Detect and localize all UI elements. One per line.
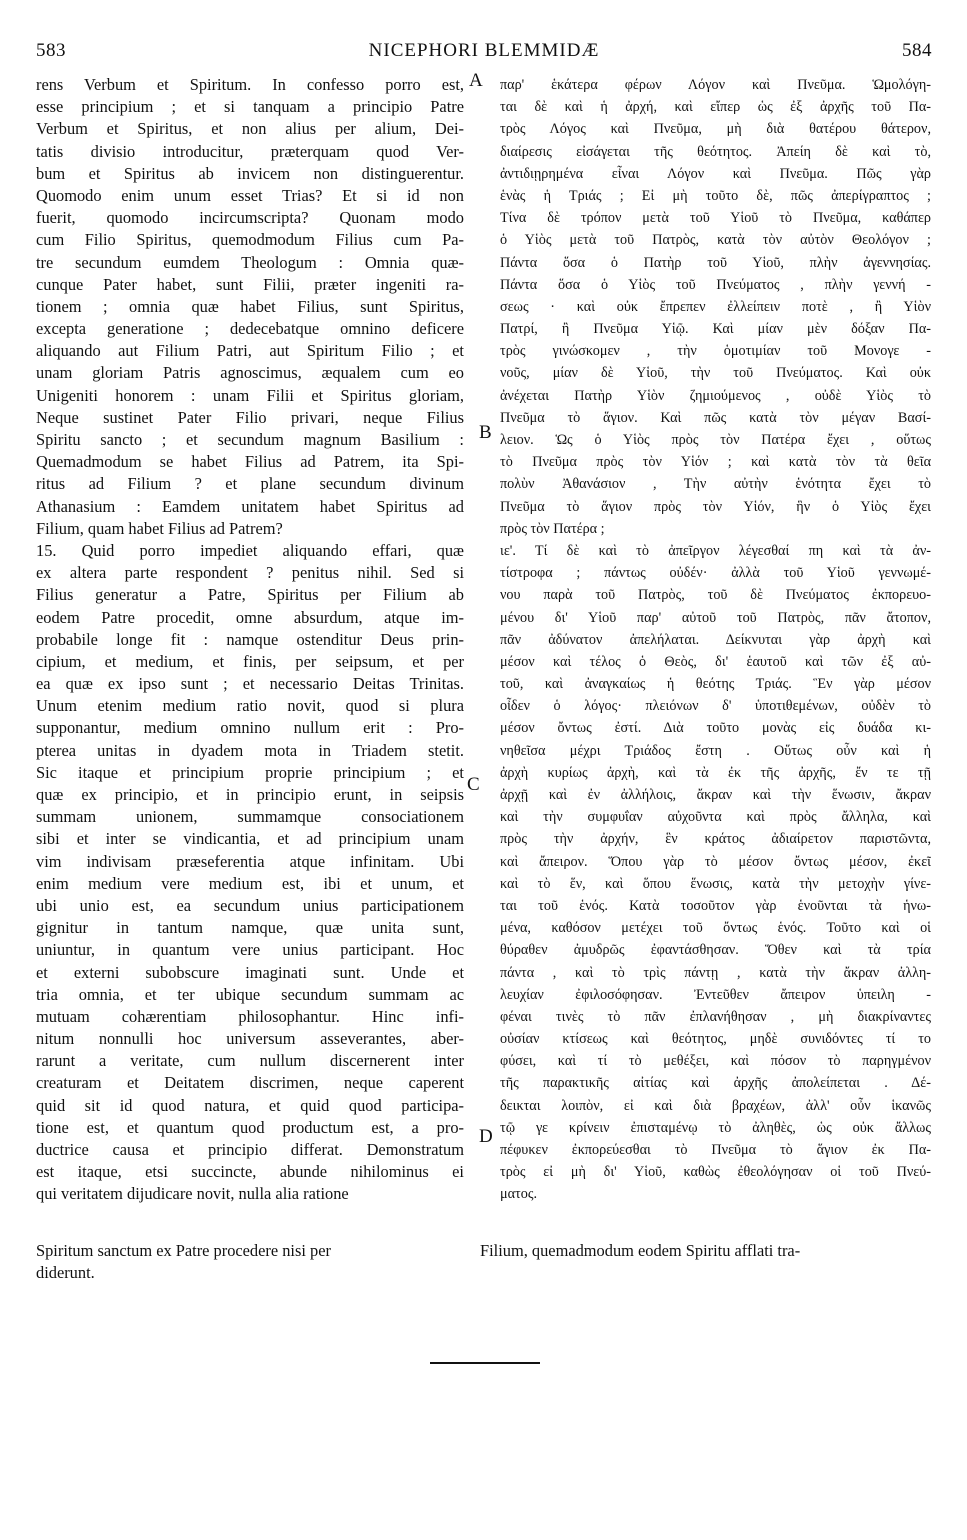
greek-line: ματος. [500,1186,537,1203]
greek-line: θύραθεν ἀμυδρῶς ἐφαντάσθησαν. Ὅθεν καὶ τὰ τρία [500,942,931,959]
latin-line: gignitur in tantum namque, quæ unita sunt, [36,918,464,938]
greek-line: τρὸς εἰ μὴ δι' Υἱοῦ, καθὼς ἐθεολόγησαν οἱ τοῦ Πνεύ- [500,1164,931,1181]
greek-line: καὶ τὸ ἕν, καὶ ὅπου ἕνωσις, κατὰ τὴν μετοχὴν γίνε- [500,875,931,892]
greek-line: τῷ γε κρίνειν ἐπισταμένῳ τὸ ἀληθὲς, ὡς οὐκ ἄλλως [500,1119,931,1136]
greek-line: Τίνα δὲ τρόπον μετὰ τοῦ Υἱοῦ τὸ Πνεῦμα, καθάπερ [500,210,931,227]
greek-line: λειον. Ὡς ὁ Υἱὸς πρὸς τὸν Πατέρα ἔχει , οὕτως [500,432,931,448]
greek-line: νου παρὰ τοῦ Πατρὸς, τοῦ δὲ Πνεύματος ἐκπορευο- [500,587,931,604]
greek-line: τοῦ, καὶ ἀναγκαίως ἡ θεότης Τριάς. Ἓν γὰρ μέσον [500,676,931,693]
latin-line: vim indivisam præseferentia atque infinitam. Ubi [36,851,464,871]
latin-line: tre secundum eumdem Theologum : Omnia quæ- [36,252,464,272]
latin-tail-line: Spiritum sanctum ex Patre procedere nisi per [36,1241,331,1260]
latin-line: tria omnia, et ter ubique secundum summam ac [36,984,464,1004]
latin-line: ductrice causa et principio differat. Demonstratum [36,1140,464,1159]
latin-line: Spiritu sancto ; et secundum magnum Basilium : [36,430,464,449]
latin-line: mutuam cohærentiam philosophantur. Hinc infi- [36,1006,464,1026]
latin-line: bum et Spiritus ab invicem non distinguerentur. [36,163,464,183]
latin-line: Quemadmodum se habet Filius ad Patrem, ita Spi- [36,452,464,472]
greek-line: μέσον καὶ τέλος ὁ Θεὸς, δι' ἑαυτοῦ καὶ τῶν ἐξ αὐ- [500,653,931,670]
page-number-left: 583 [36,40,66,61]
latin-line: 15. Quid porro impediet aliquando effari, quæ [36,540,464,560]
greek-line: ἑνὰς ἡ Τριάς ; Εἰ μὴ τοῦτο δὲ, πῶς ἀπερίγραπτος ; [500,187,931,204]
greek-line: μέσον ὄντως ἐστί. Διὰ τοῦτο μονὰς εἰς δυάδα κι- [500,720,931,737]
latin-column [36,74,464,1206]
greek-line: ἀρχὴ κυρίως ἀρχὴ, καὶ τὰ ἐκ τῆς ἀρχῆς, ἔν τε τῇ [500,764,931,781]
latin-line: ubi unio est, ea secundum unius participationem [36,895,464,915]
latin-line: ex altera parte respondent ? penitus nihil. Sed si [36,563,464,583]
latin-line: esse principium ; et si tanquam a principio Patre [36,97,464,117]
latin-line: ritus ad Filium ? et plane secundum divinum [36,474,464,494]
greek-line: Πατρί, ἢ Πνεῦμα Υἱῷ. Καὶ μίαν μὲν δόξαν Πα- [500,321,931,338]
margin-letter-c: C [467,774,480,795]
latin-line: tatis divisio introducitur, præterquam quod Ver- [36,141,464,161]
greek-line: τρὸς γινώσκομεν , τὴν ὁμοτιμίαν τοῦ Μονογε - [500,343,931,360]
latin-tail-line: diderunt. [36,1263,95,1283]
greek-line: πάντα , καὶ τὸ τρὶς πάντῃ , κατὰ τὴν ἄκραν ἀλλη- [500,964,931,981]
latin-line: est itaque, etsi succincte, abunde nihilominus ei [36,1162,464,1182]
latin-line: Neque sustinet Pater Filio privari, neque Filius [36,407,464,427]
greek-line: πᾶν ἀδύνατον ἀπελήλαται. Δείκνυται γὰρ ἀρχὴ καὶ [500,631,931,648]
greek-line: ται τοῦ ἑνός. Κατὰ τοσοῦτον γὰρ ἑνοῦνται τὰ ἡνω- [500,897,931,914]
greek-line: ἀνέχεται Πατὴρ Υἱὸν ζημιούμενος , οὐδὲ Υἱὸς τὸ [500,387,931,404]
latin-line: fuerit, quomodo incircumscripta? Quonam modo [36,208,464,228]
latin-line: Quomodo enim unum esset Trias? Et si id non [36,185,464,205]
latin-line: unam gloriam Patris agnoscimus, æqualem cum eo [36,363,464,383]
latin-line: Unigeniti honorem : unam Filii et Spiritus gloriam, [36,385,464,405]
latin-line: Verbum et Spiritus, et non alius per alium, Dei- [36,119,464,139]
greek-line: διαίρεσις εἰσάγεται τῆς θεότητος. Ἀπείη δὲ καὶ τὸ, [500,143,931,160]
greek-line: τὸ Πνεῦμα πρὸς τὸν Υἱόν ; καὶ κατὰ τὸν τὰ θεῖα [500,454,931,471]
greek-line: παρ' ἑκάτερα φέρων Λόγον καὶ Πνεῦμα. Ὡμολόγη- [500,77,931,93]
greek-line: οἶδεν ὁ λόγος· πλειόνων δ' ὑποτιθεμένων, οὐδὲν τὸ [500,698,931,715]
latin-line: cum Filio Spiritus, quemodmodum Filius cum Pa- [36,230,464,250]
latin-line: Sic itaque et principium proprie principium ; et [36,762,464,782]
greek-line: λευχίαν ἐφιλοσόφησαν. Ἐντεῦθεν ἄπειρον ὑπειλη - [500,986,931,1003]
page-header [36,40,932,66]
latin-line: supponantur, medium omnino nullum erit : Pro- [36,718,464,738]
running-title: NICEPHORI BLEMMIDÆ [368,40,600,61]
latin-line: summam unionem, summamque consociationem [36,807,464,827]
greek-line: μένου δι' Υἱοῦ παρ' αὐτοῦ τοῦ Πατρὸς, πᾶν ἄτοπον, [500,609,931,626]
greek-column [500,74,931,1206]
latin-line: aliquando aut Filium Patri, aut Spiritum Filio ; et [36,341,464,361]
greek-line: τρὸς Λόγος καὶ Πνεῦμα, μὴ διὰ θατέρου θάτερον, [500,121,931,138]
margin-letter-d: D [479,1126,493,1147]
greek-tail-line: Filium, quemadmodum eodem Spiritu afflati tra- [480,1241,801,1260]
latin-line: enim medium vere medium est, ibi et unum, et [36,873,464,893]
greek-line: τίστροφα ; πάντως οὐδέν· ἀλλὰ τοῦ Υἱοῦ γεννωμέ- [500,565,931,582]
latin-line: ea quæ ex ipso sunt ; et necessario Deitas Trinitas. [36,674,464,694]
latin-line: qui veritatem dijudicare novit, nulla alia ratione [36,1184,349,1204]
greek-line: φύσει, καὶ τί τὸ μεθέξει, καὶ πόσον τὸ παρηγμένον [500,1053,931,1070]
greek-line: μένα, καθόσον μετέχει τοῦ ὄντως ἑνός. Τοῦτο καὶ οἱ [500,920,931,937]
greek-line: ιε'. Τί δὲ καὶ τὸ ἀπεῖργον λέγεσθαί πη καὶ τὰ ἀν- [500,542,931,559]
greek-line: δεικται λοιπὸν, εἰ καὶ διὰ βραχέων, ἀλλ' οὖν ἱκανῶς [500,1097,931,1114]
greek-line: πέφυκεν ἐκπορεύεσθαι τὸ Πνεῦμα τὸ ἅγιον ἐκ Πα- [500,1142,931,1158]
greek-line: ται δὲ καὶ ἡ ἀρχή, καὶ εἴπερ ὡς ἐξ ἀρχῆς τοῦ Πα- [500,99,931,116]
page-number-right: 584 [902,40,932,61]
margin-letter-b: B [479,422,492,443]
greek-line: Πνεῦμα τὸ ἅγιον πρὸς τὸν Υἱόν, ἣν ὁ Υἱὸς ἔχει [500,498,931,515]
greek-line: ὁ Υἱὸς μετὰ τοῦ Πατρὸς, κατὰ τὸν αὐτὸν Θεολόγον ; [500,232,931,249]
latin-line: creaturam et Deitatem discrimen, neque caperent [36,1073,464,1093]
greek-line: καὶ ἄπειρον. Ὅπου γὰρ τὸ μέσον ὄντως μέσον, ἐκεῖ [500,853,931,870]
latin-line: Filius generatur a Patre, Spiritus per Filium ab [36,585,464,605]
latin-line: Athanasium : Eamdem unitatem habet Spiritus ad [36,496,464,516]
latin-line: eodem Patre procedit, omne absurdum, atque im- [36,607,464,627]
greek-line: καὶ τὴν συμφυΐαν αὐχοῦντα καὶ πρὸς ἄλληλα, καὶ [500,809,931,826]
latin-line: nitum nonnulli hoc universum asseverantes, aber- [36,1029,464,1049]
latin-line: probabile longe fit : namque ostenditur Deus prin- [36,629,464,649]
greek-line: πρὸς τὴν ἀρχήν, ἓν κράτος ἀδιαίρετον παριστῶντα, [500,831,931,848]
latin-line: Filium, quam habet Filius ad Patrem? [36,518,283,538]
latin-tail [36,1240,331,1284]
greek-line: σεως · καὶ οὐκ ἔπρεπεν ἐλλείπειν ποτὲ , ἢ Υἱὸν [500,298,931,315]
greek-line: Πάντα ὅσα ὁ Πατὴρ τοῦ Υἱοῦ, πλὴν ἀγεννησίας. [500,254,931,271]
greek-line: νηθεῖσα μέχρι Τριάδος ἔστη . Οὕτως οὖν καὶ ἡ [500,742,931,759]
latin-line: quid sit id quod natura, et quid quod participa- [36,1095,464,1115]
latin-line: et externi subobscure imaginati sunt. Unde et [36,962,464,982]
greek-line: οὐσίαν κτίσεως καὶ θεότητος, μηδὲ συνιδόντες τί το [500,1031,931,1048]
latin-line: uniuntur, in quantum vere unius participant. Hoc [36,940,464,960]
latin-line: rarunt a veritate, cum nullum discernerent inter [36,1051,464,1071]
latin-line: sibi et inter se vindicantia, et ad principium unam [36,829,464,849]
greek-line: τῆς παρακτικῆς αἰτίας καὶ ἀρχῆς ἀπολείπεται . Δέ- [500,1075,931,1092]
greek-line: πολὺν Ἀθανάσιον , Τὴν αὐτὴν ἑνότητα ἔχει τὸ [500,476,931,493]
latin-line: rens Verbum et Spiritum. In confesso porro est, [36,75,464,94]
latin-line: pterea unitas in dyadem mota in Triadem stetit. [36,740,464,760]
margin-letter-a: A [469,70,483,91]
latin-line: tione est, et quantum quod productum est, a pro- [36,1117,464,1137]
greek-line: ἀρχῇ καὶ ἐν ἀλλήλοις, ἄκραν καὶ τὴν ἕνωσιν, ἄκραν [500,787,931,803]
latin-line: Unum etenim medium ratio novit, quod si plura [36,696,464,716]
greek-line: πρὸς τὸν Πατέρα ; [500,520,605,537]
greek-line: φέναι τινὲς τὸ πᾶν ἐπλανήθησαν , μὴ διακρίναντες [500,1008,931,1025]
greek-line: Πνεῦμα τὸ ἅγιον. Καὶ πῶς κατὰ τὸν μέγαν Βασί- [500,409,931,426]
latin-line: quæ ex principio, et in principio erunt, in seipsis [36,785,464,804]
greek-line: ἀντιδιῃρημένα εἶναι Λόγον καὶ Πνεῦμα. Πῶς γὰρ [500,165,931,182]
latin-line: cipium, et medium, et finis, per seipsum, et per [36,651,464,671]
latin-line: cunque Pater habet, sunt Filii, præter ingeniti ra- [36,274,464,294]
end-rule [430,1362,540,1364]
latin-line: excepta generatione ; dedecebatque omnino deficere [36,319,464,339]
greek-line: Πάντα ὅσα ὁ Υἱὸς τοῦ Πνεύματος , πλὴν γεννή - [500,276,931,293]
greek-line: νοῦς, μίαν δὲ Υἱοῦ, τὴν τοῦ Πνεύματος. Καὶ οὐκ [500,365,931,382]
latin-line: tionem ; omnia quæ habet Filius, sunt Spiritus, [36,296,464,316]
